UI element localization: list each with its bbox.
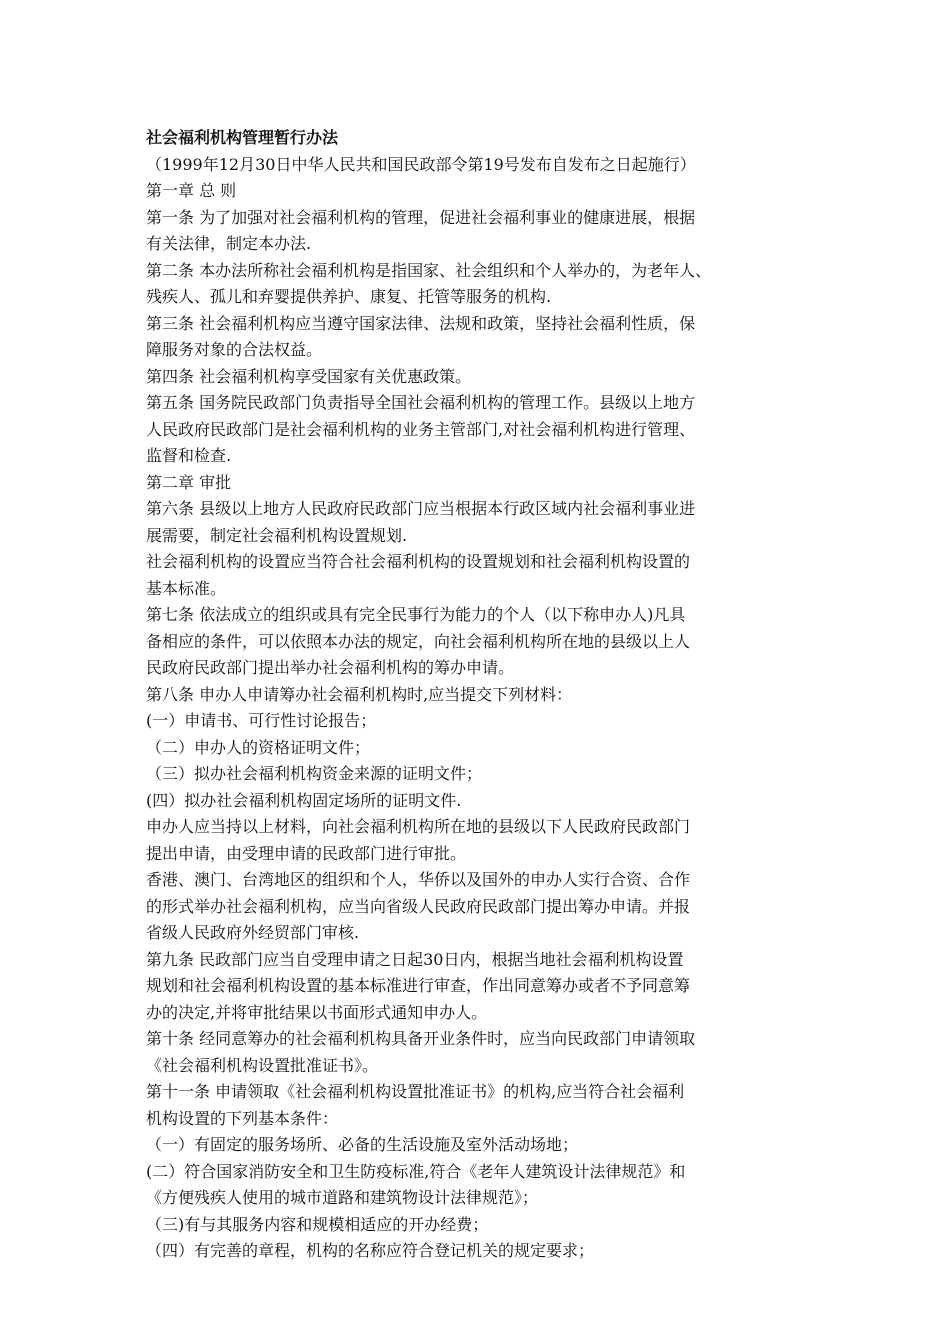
text-line: 办的决定,并将审批结果以书面形式通知申办人。 xyxy=(146,1002,488,1022)
text-line: (二）符合国家消防安全和卫生防疫标准,符合《老年人建筑设计法律规范》和 xyxy=(146,1161,686,1181)
text-line: 第四条 社会福利机构享受国家有关优惠政策。 xyxy=(146,366,472,386)
text-line: 第三条 社会福利机构应当遵守国家法律、法规和政策，坚持社会福利性质，保 xyxy=(146,313,696,333)
text-line: 第五条 国务院民政部门负责指导全国社会福利机构的管理工作。县级以上地方 xyxy=(146,393,696,412)
text-line: 第八条 申办人申请筹办社会福利机构时,应当提交下列材料： xyxy=(146,684,573,704)
text-line: （一）有固定的服务场所、必备的生活设施及室外活动场地； xyxy=(146,1135,579,1154)
text-line: 提出申请，由受理申请的民政部门进行审批。 xyxy=(146,843,467,863)
text-line: 障服务对象的合法权益。 xyxy=(146,340,323,359)
text-line: （三）拟办社会福利机构资金来源的证明文件； xyxy=(146,764,483,783)
text-line: 监督和检查. xyxy=(146,446,232,465)
document-body xyxy=(146,125,826,1265)
text-line: 规划和社会福利机构设置的基本标准进行审查，作出同意筹办或者不予同意筹 xyxy=(146,976,691,995)
text-line: 备相应的条件，可以依照本办法的规定，向社会福利机构所在地的县级以上人 xyxy=(146,631,691,651)
text-line: 机构设置的下列基本条件： xyxy=(146,1108,339,1128)
text-line: 第二条 本办法所称社会福利机构是指国家、社会组织和个人举办的，为老年人、 xyxy=(146,260,712,280)
text-line: 残疾人、孤儿和弃婴提供养护、康复、托管等服务的机构. xyxy=(146,287,552,306)
text-line: 第九条 民政部门应当自受理申请之日起30日内，根据当地社会福利机构设置 xyxy=(146,949,684,969)
text-line: （二）申办人的资格证明文件； xyxy=(146,737,371,757)
text-line: 省级人民政府外经贸部门审核. xyxy=(146,923,360,942)
text-line: (四）拟办社会福利机构固定场所的证明文件. xyxy=(146,790,462,810)
text-line: 人民政府民政部门是社会福利机构的业务主管部门,对社会福利机构进行管理、 xyxy=(146,419,696,439)
text-line: 社会福利机构的设置应当符合社会福利机构的设置规划和社会福利机构设置的 xyxy=(146,552,691,571)
text-line: 第一章 总 则 xyxy=(146,181,237,200)
text-line: 展需要，制定社会福利机构设置规划. xyxy=(146,525,408,545)
text-line: （1999年12月30日中华人民共和国民政部令第19号发布自发布之日起施行） xyxy=(146,154,696,174)
text-line: 第二章 审批 xyxy=(146,472,232,492)
text-line: 第十一条 申请领取《社会福利机构设置批准证书》的机构,应当符合社会福利 xyxy=(146,1082,685,1101)
text-line: （四）有完善的章程，机构的名称应符合登记机关的规定要求； xyxy=(146,1241,595,1260)
text-line: 《方便残疾人使用的城市道路和建筑物设计法律规范》； xyxy=(146,1188,539,1207)
text-line: 有关法律，制定本办法. xyxy=(146,234,312,253)
text-line: 申办人应当持以上材料，向社会福利机构所在地的县级以下人民政府民政部门 xyxy=(146,817,691,836)
text-line: 基本标准。 xyxy=(146,578,227,598)
text-line: 民政府民政部门提出举办社会福利机构的筹办申请。 xyxy=(146,658,515,677)
text-line: 第十条 经同意筹办的社会福利机构具备开业条件时，应当向民政部门申请领取 xyxy=(146,1029,696,1048)
text-line: （三)有与其服务内容和规模相适应的开办经费； xyxy=(146,1214,489,1234)
document-title: 社会福利机构管理暂行办法 xyxy=(146,128,339,147)
text-line: 《社会福利机构设置批准证书》。 xyxy=(146,1055,379,1075)
text-line: (一）申请书、可行性讨论报告； xyxy=(146,711,377,730)
document-lines xyxy=(146,152,826,1265)
text-line: 香港、澳门、台湾地区的组织和个人，华侨以及国外的申办人实行合资、合作 xyxy=(146,870,691,889)
text-line: 的形式举办社会福利机构，应当向省级人民政府民政部门提出筹办申请。并报 xyxy=(146,896,691,916)
text-line: 第六条 县级以上地方人民政府民政部门应当根据本行政区域内社会福利事业进 xyxy=(146,499,696,518)
text-line: 第七条 依法成立的组织或具有完全民事行为能力的个人（以下称申办人)凡具 xyxy=(146,605,686,624)
text-line: 第一条 为了加强对社会福利机构的管理，促进社会福利事业的健康进展，根据 xyxy=(146,207,696,227)
